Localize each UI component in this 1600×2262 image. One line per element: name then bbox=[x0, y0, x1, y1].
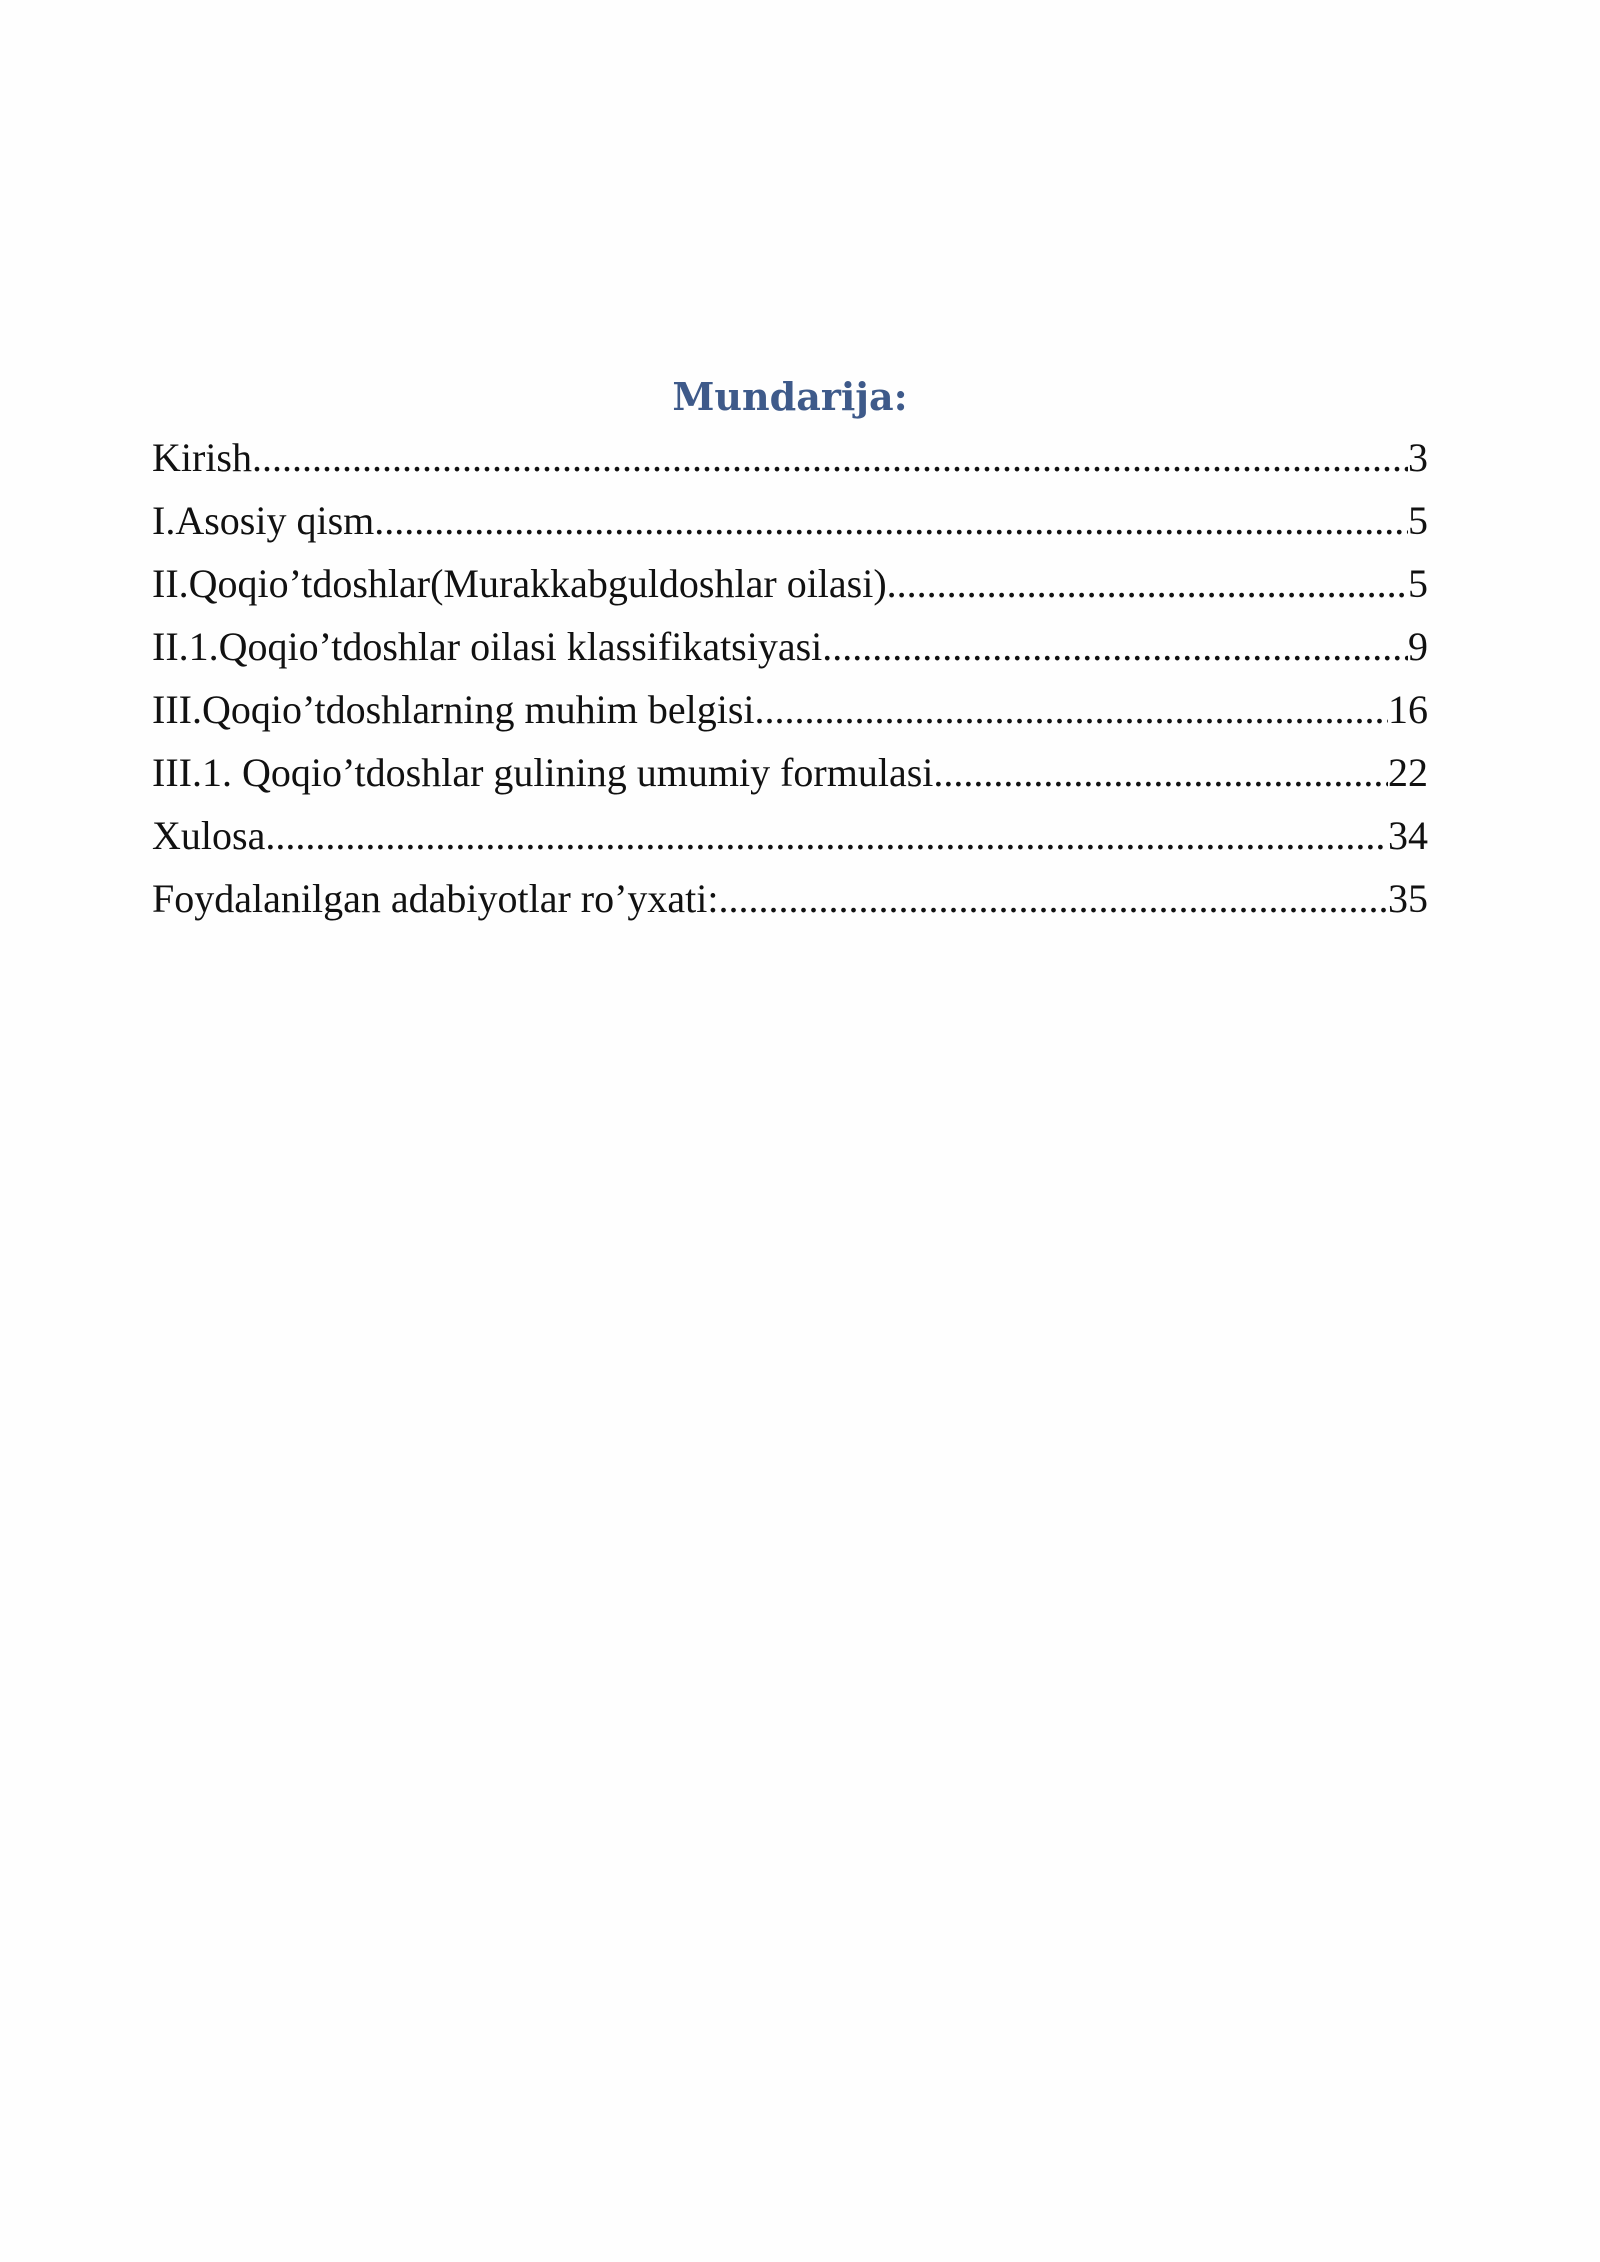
toc-entry-muhim-belgisi[interactable] bbox=[152, 678, 1428, 741]
toc-entry-label: I.Asosiy qism bbox=[152, 498, 375, 543]
toc-entry-label: III.1. Qoqio’tdoshlar gulining umumiy formulasi bbox=[152, 750, 934, 795]
toc-leader-dots bbox=[755, 678, 1388, 741]
toc-entry-page: 34 bbox=[1388, 813, 1428, 858]
toc-leader-dots bbox=[822, 615, 1408, 678]
toc-entry-page: 35 bbox=[1388, 876, 1428, 921]
toc-entry-label: II.Qoqio’tdoshlar(Murakkabguldoshlar oilasi) bbox=[152, 561, 887, 606]
toc-entry-klassifikatsiyasi[interactable] bbox=[152, 615, 1428, 678]
toc-entry-page: 9 bbox=[1408, 624, 1428, 669]
toc-entry-label: III.Qoqio’tdoshlarning muhim belgisi bbox=[152, 687, 755, 732]
table-of-contents bbox=[152, 368, 1428, 930]
toc-leader-dots bbox=[252, 426, 1408, 489]
toc-leader-dots bbox=[719, 867, 1388, 930]
toc-title: Mundarija: bbox=[672, 374, 908, 419]
toc-entry-qoqiotdoshlar[interactable] bbox=[152, 552, 1428, 615]
toc-entry-label: Xulosa bbox=[152, 813, 266, 858]
toc-entry-kirish[interactable] bbox=[152, 426, 1428, 489]
toc-entry-umumiy-formulasi[interactable] bbox=[152, 741, 1428, 804]
toc-entry-xulosa[interactable] bbox=[152, 804, 1428, 867]
toc-entry-page: 5 bbox=[1408, 498, 1428, 543]
toc-entry-page: 22 bbox=[1388, 750, 1428, 795]
toc-leader-dots bbox=[374, 489, 1408, 552]
toc-leader-dots bbox=[887, 552, 1408, 615]
toc-entry-label: Kirish bbox=[152, 435, 252, 480]
toc-list bbox=[152, 426, 1428, 930]
toc-entry-label: Foydalanilgan adabiyotlar ro’yxati: bbox=[152, 876, 719, 921]
toc-entry-page: 5 bbox=[1408, 561, 1428, 606]
toc-entry-page: 3 bbox=[1408, 435, 1428, 480]
toc-entry-page: 16 bbox=[1388, 687, 1428, 732]
toc-leader-dots bbox=[933, 741, 1388, 804]
toc-entry-adabiyotlar[interactable] bbox=[152, 867, 1428, 930]
toc-leader-dots bbox=[265, 804, 1388, 867]
toc-entry-label: II.1.Qoqio’tdoshlar oilasi klassifikatsiyasi bbox=[152, 624, 823, 669]
toc-entry-asosiy-qism[interactable] bbox=[152, 489, 1428, 552]
